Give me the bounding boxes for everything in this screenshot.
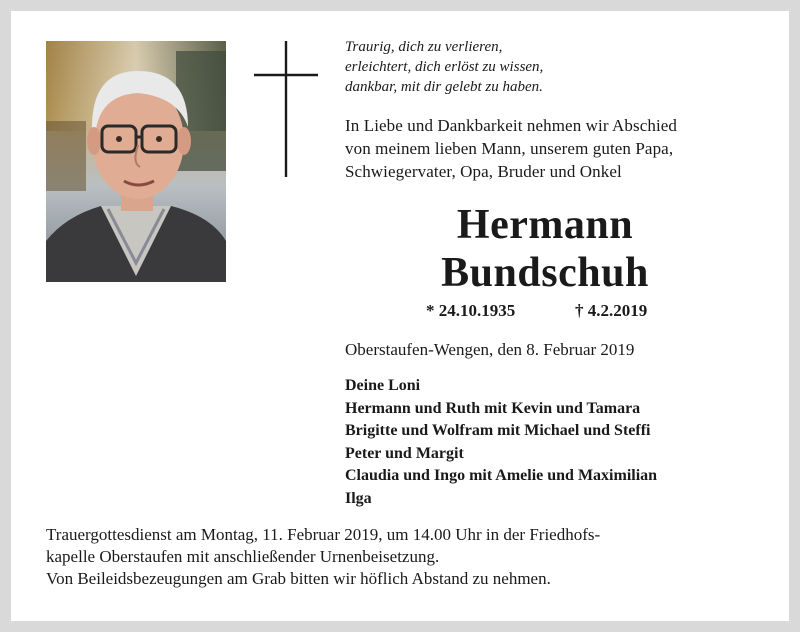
place-and-date: Oberstaufen-Wengen, den 8. Februar 2019 (345, 340, 635, 359)
mourner-entry: Ilga (345, 489, 372, 507)
poem-line: erleichtert, dich erlöst zu wissen, (345, 59, 544, 75)
service-line: kapelle Oberstaufen mit anschließender Urnenbeisetzung. (46, 547, 440, 566)
intro-line: Schwiegervater, Opa, Bruder und Onkel (345, 162, 622, 181)
service-info (46, 524, 600, 590)
farewell-intro (345, 114, 677, 183)
cross-icon (254, 41, 318, 177)
service-line: Von Beileidsbezeugungen am Grab bitten wir höflich Abstand zu nehmen. (46, 569, 551, 588)
death-date: † 4.2.2019 (575, 301, 648, 320)
mourner-entry: Hermann und Ruth mit Kevin und Tamara (345, 399, 641, 417)
poem-line: dankbar, mit dir gelebt zu haben. (345, 79, 543, 95)
birth-date: * 24.10.1935 (426, 301, 516, 320)
mourner-entry: Claudia und Ingo mit Amelie und Maximilian (345, 467, 658, 484)
mourner-entry: Peter und Margit (345, 444, 464, 462)
deceased-first-name: Hermann (456, 202, 634, 248)
portrait-photo (46, 41, 226, 282)
intro-line: von meinem lieben Mann, unserem guten Papa, (345, 139, 674, 158)
mourner-entry: Brigitte und Wolfram mit Michael und Steffi (345, 422, 651, 439)
intro-line: In Liebe und Dankbarkeit nehmen wir Abschied (345, 116, 678, 135)
mourners-list (345, 375, 657, 510)
deceased-last-name: Bundschuh (441, 250, 649, 296)
poem-line: Traurig, dich zu verlieren, (345, 39, 503, 55)
portrait-illustration (46, 41, 226, 282)
service-line: Trauergottesdienst am Montag, 11. Februar 2019, um 14.00 Uhr in der Friedhofs- (46, 525, 601, 544)
poem-verse (345, 37, 543, 97)
mourner-entry: Deine Loni (345, 377, 421, 394)
obituary-notice (11, 11, 789, 621)
